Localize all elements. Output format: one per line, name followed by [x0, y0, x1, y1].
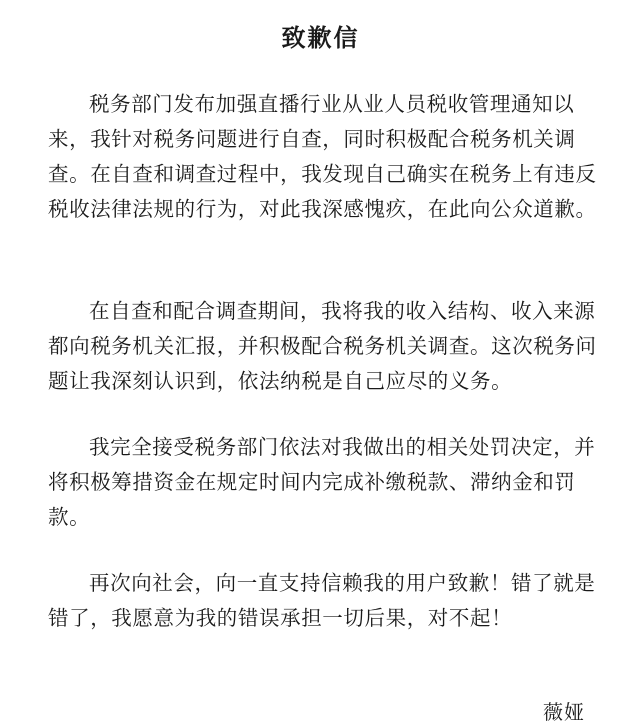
paragraph-3: 我完全接受税务部门依法对我做出的相关处罚决定，并将积极筹措资金在规定时间内完成补缴税款、滞纳金和罚款。 — [48, 435, 596, 529]
signature: 薇娅 — [543, 700, 585, 724]
paragraph-2: 在自查和配合调查期间，我将我的收入结构、收入来源都向税务机关汇报，并积极配合税务机关调查。这次税务问题让我深刻认识到，依法纳税是自己应尽的义务。 — [48, 299, 597, 393]
paragraph-1: 税务部门发布加强直播行业从业人员税收管理通知以来，我针对税务问题进行自查，同时积极配合税务机关调查。在自查和调查过程中，我发现自己确实在税务上有违反税收法律法规的行为，对此我深感愧疚，在此向公众道歉。 — [48, 92, 597, 221]
paragraph-4: 再次向社会，向一直支持信赖我的用户致歉！错了就是错了，我愿意为我的错误承担一切后果，对不起！ — [48, 571, 596, 630]
letter-title: 致歉信 — [281, 24, 360, 53]
